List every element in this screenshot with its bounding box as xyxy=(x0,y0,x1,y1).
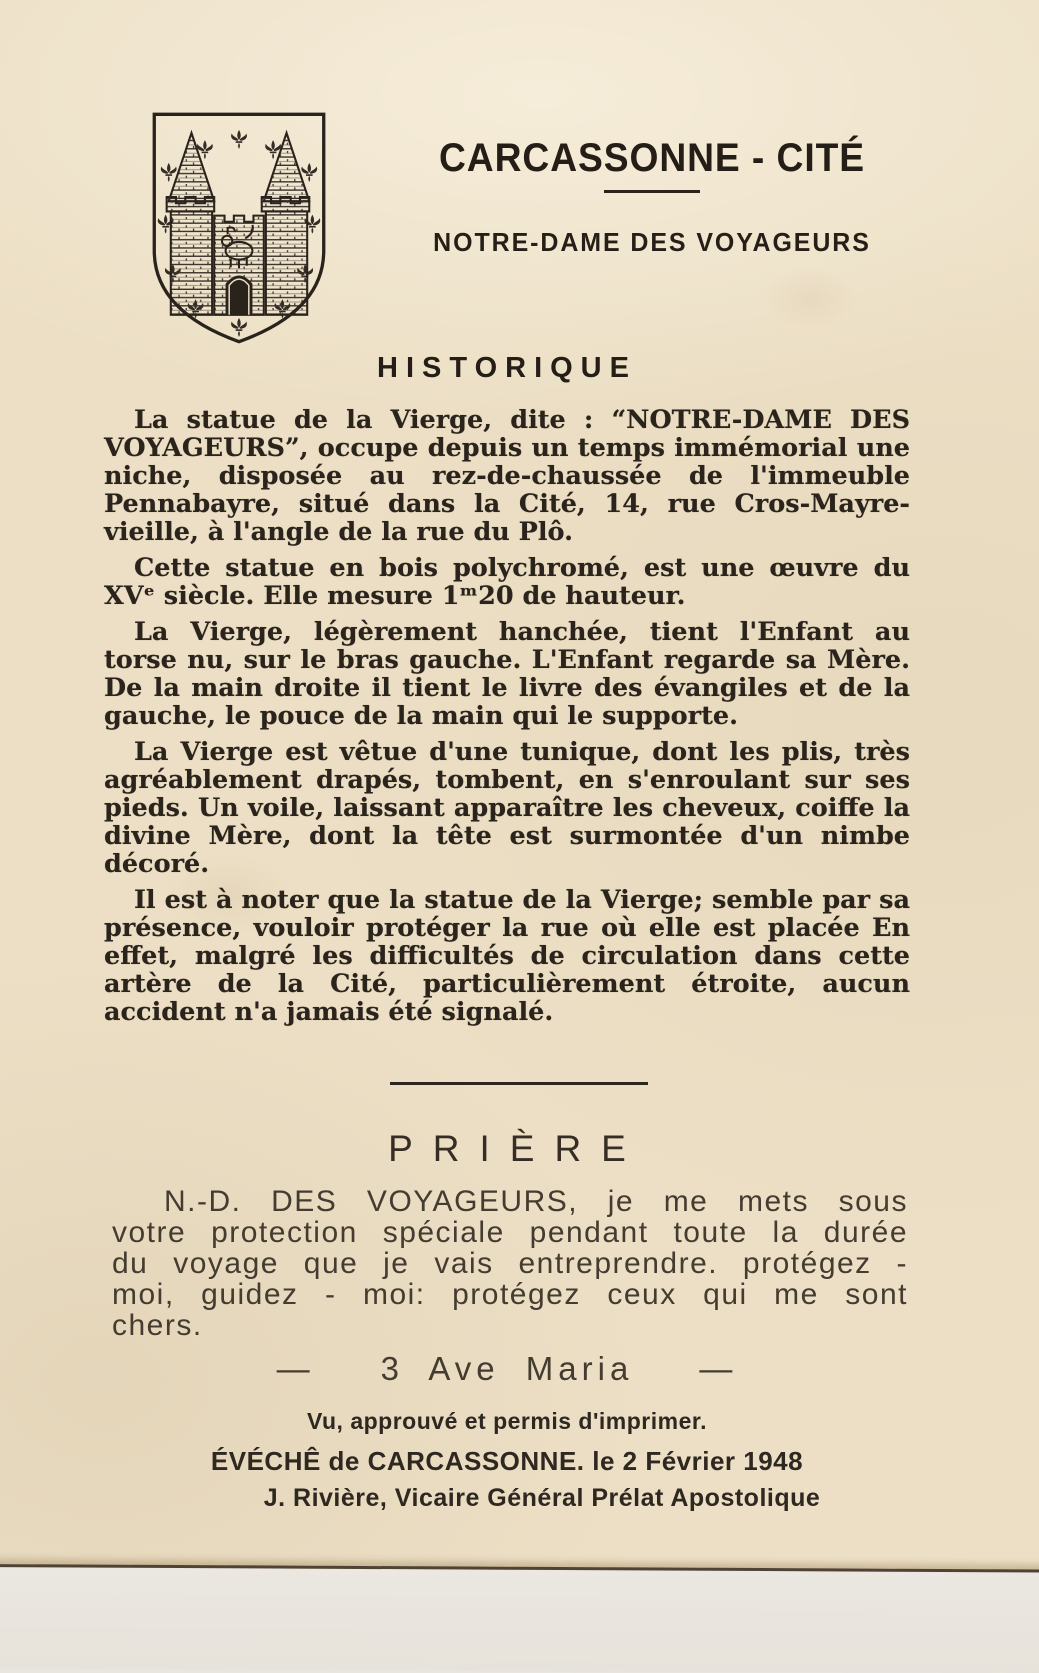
historique-body xyxy=(104,406,910,1034)
ave-maria-text: 3 Ave Maria xyxy=(380,1350,634,1387)
imprimatur-approval: Vu, approuvé et permis d'imprimer. xyxy=(307,1408,707,1434)
historique-paragraph: Il est à noter que la statue de la Vierge; semble par sa présence, vouloir protéger la rue où elle est placée En effet, malgré les difficultés de circulation dans cette artère de la Cité, particulièrement étroite, aucun accident n'a jamais été signalé. xyxy=(104,885,910,1027)
historique-heading: HISTORIQUE xyxy=(377,352,637,384)
prayer-text: N.-D. DES VOYAGEURS, je me mets sous votre protection spéciale pendant toute la durée du voyage que je vais entreprendre. protégez - moi, guidez - moi: protégez ceux qui me sont chers. xyxy=(112,1185,908,1342)
masthead xyxy=(352,126,952,258)
page-title: CARCASSONNE - CITÉ xyxy=(439,136,865,180)
ave-dash-left: — xyxy=(276,1350,315,1387)
historique-paragraph: La Vierge, légèrement hanchée, tient l'Enfant au torse nu, sur le bras gauche. L'Enfant regarde sa Mère. De la main droite il tient le livre des évangiles et de la gauche, le pouce de la main qui le supporte. xyxy=(104,617,910,731)
coat-of-arms-icon xyxy=(146,108,332,348)
historique-paragraph: La statue de la Vierge, dite : “NOTRE-DAME DES VOYAGEURS”, occupe depuis un temps immémorial une niche, disposée au rez-de-chaussée de l'immeuble Pennabayre, situé dans la Cité, 14, rue Cros-Mayre-vieille, à l'angle de la rue du Plô. xyxy=(104,405,910,547)
title-divider xyxy=(604,190,700,193)
imprimatur-signature: J. Rivière, Vicaire Général Prélat Apostolique xyxy=(263,1484,821,1512)
page-subtitle: NOTRE-DAME DES VOYAGEURS xyxy=(433,227,871,257)
imprimatur-diocese-date: ÉVÉCHÊ de CARCASSONNE. le 2 Février 1948 xyxy=(210,1446,804,1476)
ave-dash-right: — xyxy=(699,1350,738,1387)
scanner-backdrop xyxy=(0,1564,1039,1673)
imprimatur xyxy=(104,1408,910,1513)
priere-heading: PRIÈRE xyxy=(388,1128,646,1169)
historique-paragraph: Cette statue en bois polychromé, est une œuvre du XVᵉ siècle. Elle mesure 1ᵐ20 de hauteur. xyxy=(104,553,910,611)
historique-paragraph: La Vierge est vêtue d'une tunique, dont les plis, très agréablement drapés, tombent, en s'enroulant sur ses pieds. Un voile, laissant apparaître les cheveux, coiffe la divine Mère, dont la tête est surmontée d'un nimbe décoré. xyxy=(104,737,910,879)
ave-maria-line xyxy=(104,1350,910,1388)
section-divider xyxy=(390,1082,648,1085)
